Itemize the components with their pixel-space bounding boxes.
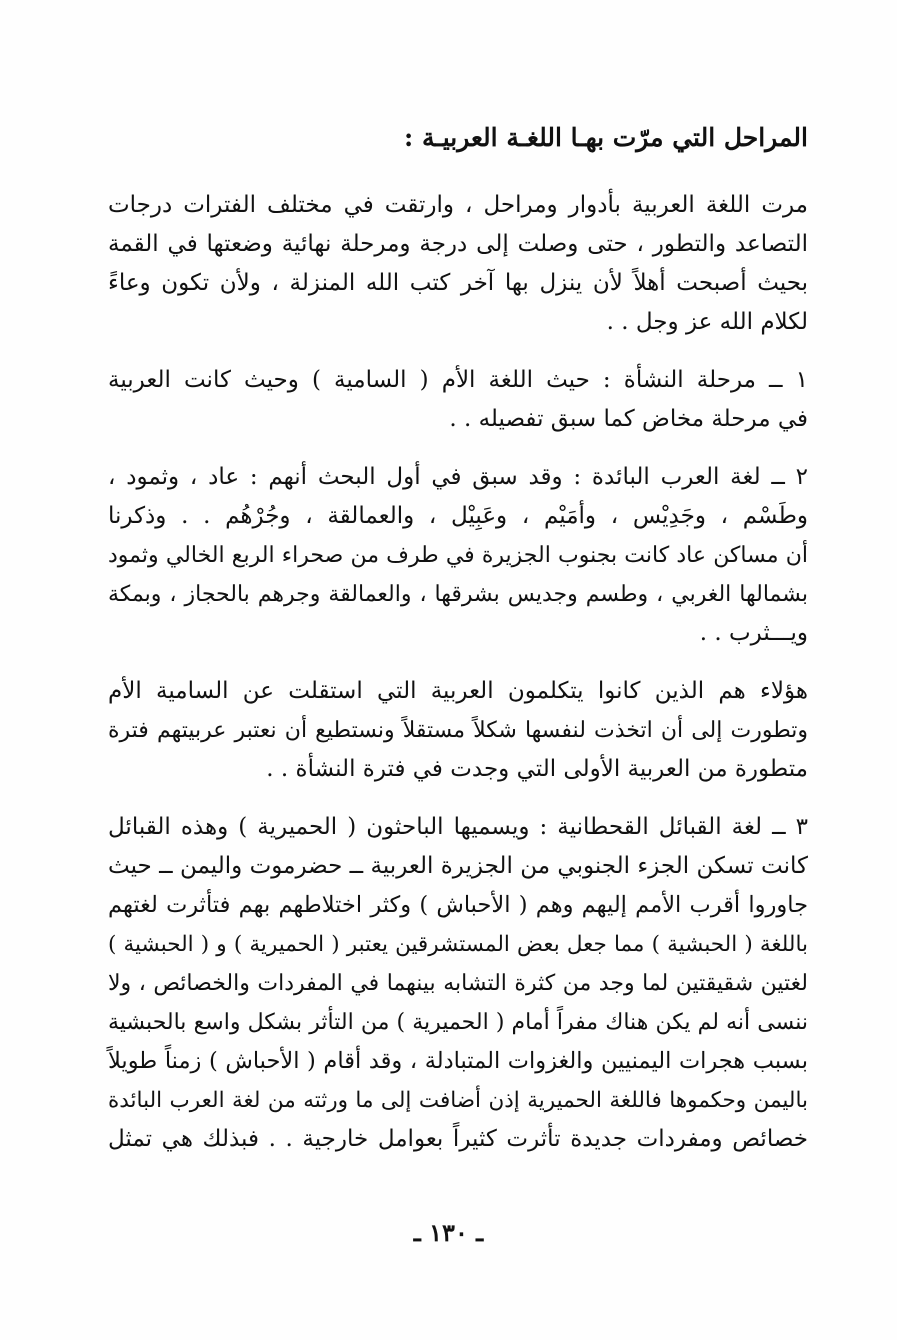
text-line: ويـــثرب . . [699, 620, 808, 646]
text-line: هؤلاء هم الذين كانوا يتكلمون العربية التي استقلت عن السامية الأم [108, 678, 808, 704]
text-line: باليمن وحكموها فاللغة الحميرية إذن أضافت إلى ما ورثته من لغة العرب البائدة [108, 1088, 808, 1113]
text-line: بسبب هجرات اليمنيين والغزوات المتبادلة ، وقد أقام ( الأحباش ) زمناً طويلاً [108, 1048, 808, 1074]
text-line: كانت تسكن الجزء الجنوبي من الجزيرة العربية ــ حضرموت واليمن ــ حيث [108, 853, 808, 879]
text-line: ننسى أنه لم يكن هناك مفراً أمام ( الحميرية ) من التأثر بشكل واسع بالحبشية [108, 1010, 808, 1035]
text-line: خصائص ومفردات جديدة تأثرت كثيراً بعوامل خارجية . . فبذلك هي تمثل [108, 1126, 808, 1152]
text-line: بشمالها الغربي ، وطسم وجديس بشرقها ، والعمالقة وجرهم بالحجاز ، وبمكة [108, 582, 808, 607]
text-line: التصاعد والتطور ، حتى وصلت إلى درجة ومرحلة نهائية وضعتها في القمة [108, 231, 808, 257]
text-line: مرت اللغة العربية بأدوار ومراحل ، وارتقت في مختلف الفترات درجات [108, 192, 808, 218]
text-line: جاوروا أقرب الأمم إليهم وهم ( الأحباش ) وكثر اختلاطهم بهم فتأثرت لغتهم [108, 892, 808, 918]
text-line: ٣ ــ لغة القبائل القحطانية : ويسميها الباحثون ( الحميرية ) وهذه القبائل [108, 814, 808, 840]
text-line: ١ ــ مرحلة النشأة : حيث اللغة الأم ( السامية ) وحيث كانت العربية [108, 367, 808, 393]
text-line: ٢ ــ لغة العرب البائدة : وقد سبق في أول البحث أنهم : عاد ، وثمود ، [108, 464, 808, 490]
paragraph-intro [108, 186, 808, 342]
paragraph-stage-2-continued [108, 672, 808, 789]
page-content [108, 108, 808, 1178]
paragraph-stage-1 [108, 361, 808, 439]
paragraph-stage-3 [108, 808, 808, 1159]
text-line: أن مساكن عاد كانت بجنوب الجزيرة في طرف من صحراء الربع الخالي وثمود [108, 543, 808, 568]
paragraph-stage-2 [108, 458, 808, 653]
text-line: باللغة ( الحبشية ) مما جعل بعض المستشرقين يعتبر ( الحميرية ) و ( الحبشية ) [108, 932, 808, 957]
text-line: بحيث أصبحت أهلاً لأن ينزل بها آخر كتب الله المنزلة ، ولأن تكون وعاءً [108, 270, 808, 296]
page-number: ـ ١٣٠ ـ [413, 1218, 484, 1247]
text-line: لكلام الله عز وجل . . [606, 309, 808, 335]
text-line: وتطورت إلى أن اتخذت لنفسها شكلاً مستقلاً ونستطيع أن نعتبر عربيتهم فترة [108, 718, 808, 743]
text-line: وطَسْم ، وجَدِيْس ، وأمَيْم ، وعَبِيْل ، والعمالقة ، وجُرْهُم . . وذكرنا [108, 503, 808, 529]
text-line: متطورة من العربية الأولى التي وجدت في فترة النشأة . . [266, 756, 808, 782]
text-line: في مرحلة مخاض كما سبق تفصيله . . [449, 406, 808, 432]
section-heading: المراحل التي مرّت بهـا اللغـة العربيـة : [404, 123, 808, 152]
text-line: لغتين شقيقتين لما وجد من كثرة التشابه بينهما في المفردات والخصائص ، ولا [108, 971, 808, 996]
